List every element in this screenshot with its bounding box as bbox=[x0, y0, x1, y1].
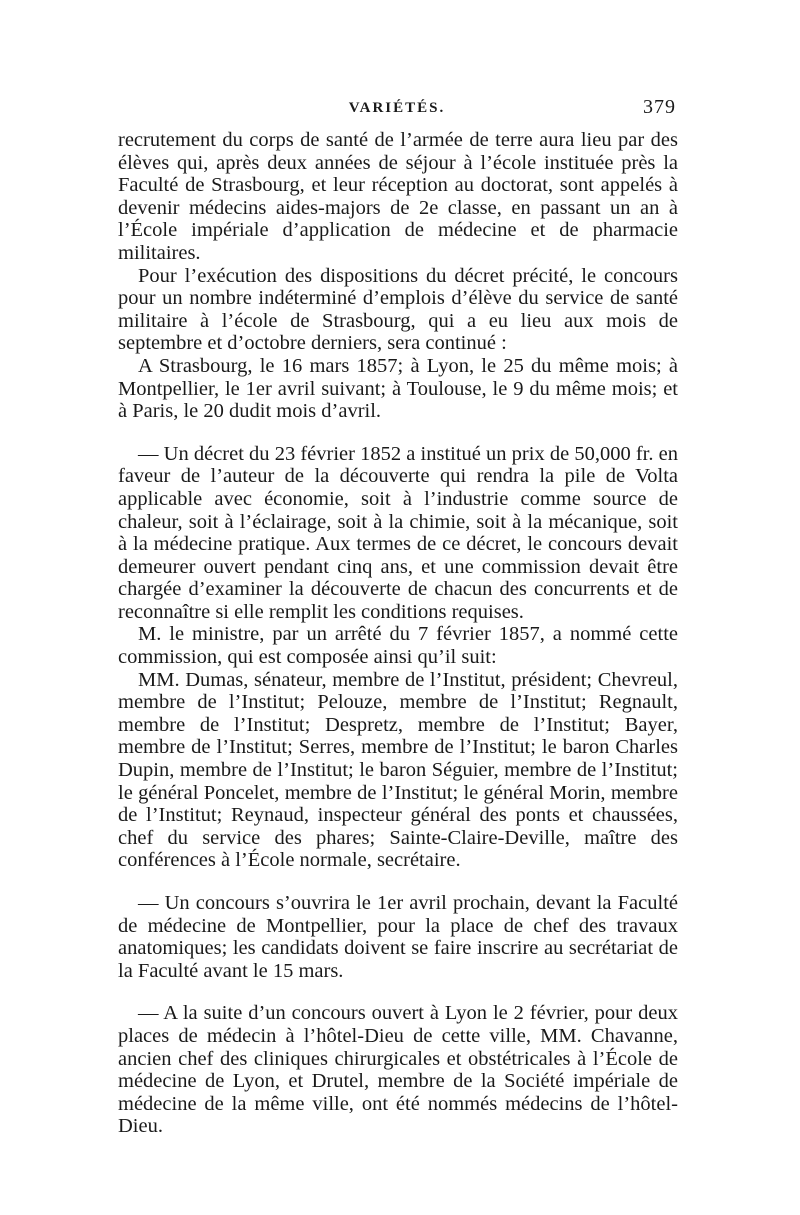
running-title: VARIÉTÉS. bbox=[348, 100, 446, 116]
paragraph-volta-prize: — Un décret du 23 février 1852 a institué un prix de 50,000 fr. en faveur de l’auteur de la découverte qui rendra la pile de Volta applicable avec économie, soit à l’industrie comme source de chaleur, soit à l’éclairage, soit à la chimie, soit à la mécanique, soit à la médecine pratique. Aux termes de ce décret, le concours devait demeurer ouvert pendant cinq ans, et une commission devait être chargée d’examiner la découverte de chacun des concurrents et de reconnaître si elle remplit les conditions requises. bbox=[118, 442, 678, 623]
paragraph-commission-appointment: M. le ministre, par un arrêté du 7 février 1857, a nommé cette commission, qui est composée ainsi qu’il suit: bbox=[118, 623, 678, 669]
paragraph-competition-dates: A Strasbourg, le 16 mars 1857; à Lyon, le 25 du même mois; à Montpellier, le 1er avril suivant; à Toulouse, le 9 du même mois; et à Paris, le 20 dudit mois d’avril. bbox=[118, 354, 678, 423]
paragraph-competition-continuation: Pour l’exécution des dispositions du décret précité, le concours pour un nombre indéterminé d’emplois d’élève du service de santé militaire à l’école de Strasbourg, qui a eu lieu aux mois de septembre et d’octobre derniers, sera continué : bbox=[118, 264, 678, 355]
page-header bbox=[118, 96, 676, 122]
page-body bbox=[118, 129, 678, 1138]
page-number: 379 bbox=[643, 96, 676, 118]
paragraph-recruitment: recrutement du corps de santé de l’armée de terre aura lieu par des élèves qui, après deux années de séjour à l’école instituée près la Faculté de Strasbourg, et leur réception au doctorat, sont appelés à devenir médecins aides-majors de 2e classe, en passant un an à l’École impériale d’application de médecine et de pharmacie militaires. bbox=[118, 129, 678, 264]
paragraph-lyon-appointments: — A la suite d’un concours ouvert à Lyon le 2 février, pour deux places de médecin à l’hôtel-Dieu de cette ville, MM. Chavanne, ancien chef des cliniques chirurgicales et obstétricales à l’École de médecine de Lyon, et Drutel, membre de la Société impériale de médecine de la même ville, ont été nommés médecins de l’hôtel-Dieu. bbox=[118, 1002, 678, 1138]
paragraph-montpellier-competition: — Un concours s’ouvrira le 1er avril prochain, devant la Faculté de médecine de Montpellier, pour la place de chef des travaux anatomiques; les candidats doivent se faire inscrire au secrétariat de la Faculté avant le 15 mars. bbox=[118, 892, 678, 982]
paragraph-commission-members: MM. Dumas, sénateur, membre de l’Institut, président; Chevreul, membre de l’Institut; Pelouze, membre de l’Institut; Regnault, membre de l’Institut; Despretz, membre de l’Institut; Bayer, membre de l’Institut; Serres, membre de l’Institut; le baron Charles Dupin, membre de l’Institut; le baron Séguier, membre de l’Institut; le général Poncelet, membre de l’Institut; le général Morin, membre de l’Institut; Reynaud, inspecteur général des ponts et chaussées, chef du service des phares; Sainte-Claire-Deville, maître des conférences à l’École normale, secrétaire. bbox=[118, 668, 678, 872]
